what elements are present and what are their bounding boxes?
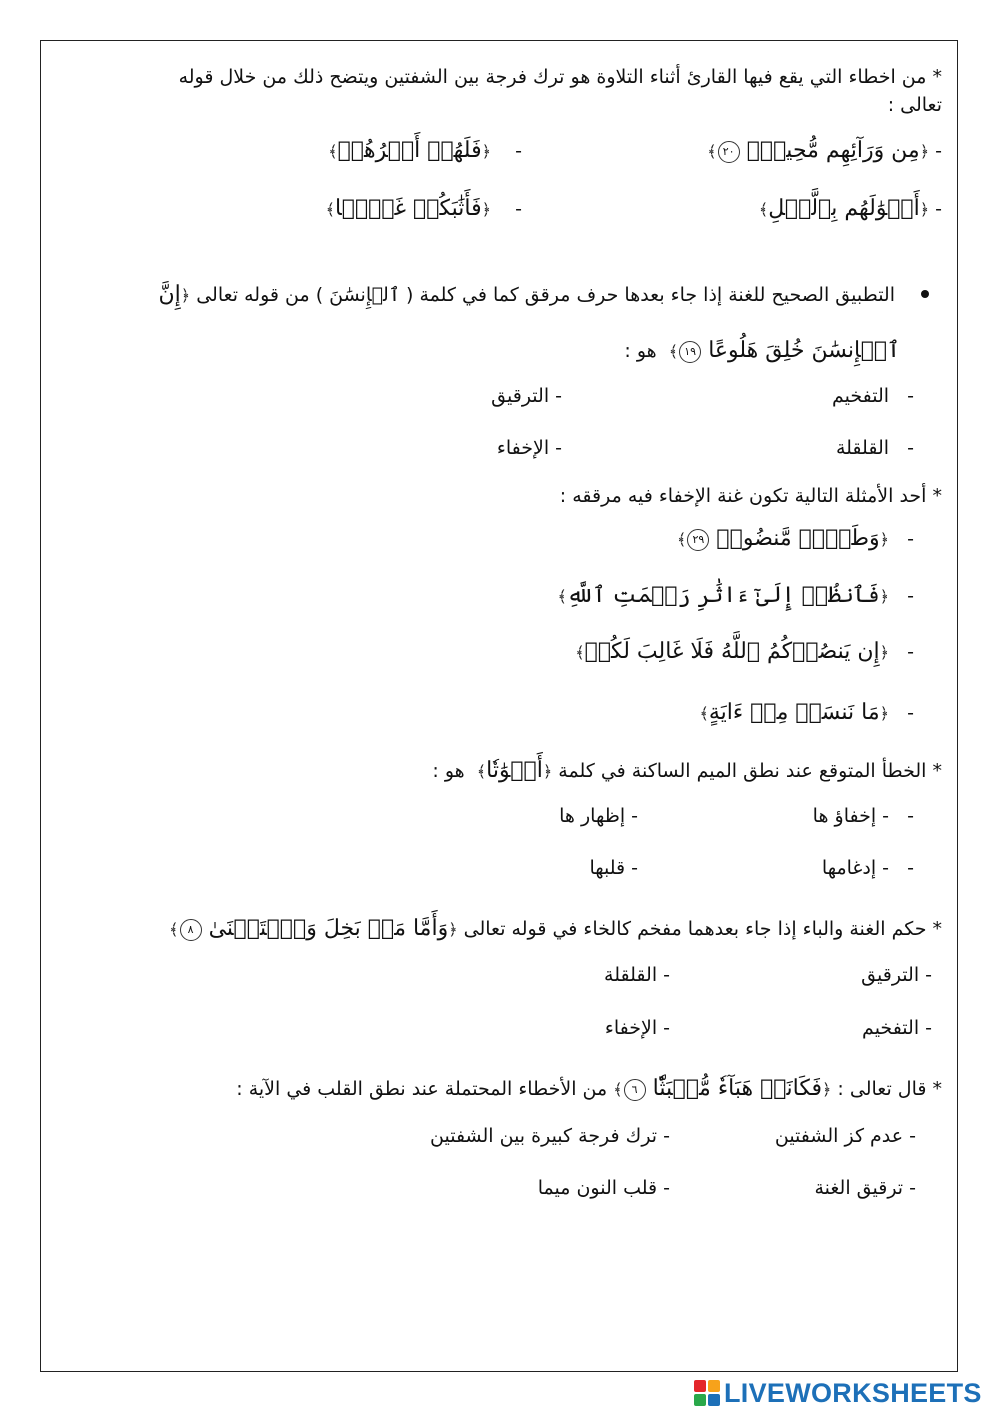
q3-verse-1: وَطَلۡحٖ مَّنضُودٖ bbox=[716, 526, 880, 551]
q4-word: أَمۡوَٰتٗا bbox=[486, 758, 543, 783]
q3-option-2: - ﴿فَٱنظُرۡ إِلَىٰٓ ءَاثَٰرِ رَحۡمَتِ ٱللَّهِ﴾ bbox=[557, 583, 914, 608]
q3-option-3: - ﴿إِن يَنصُرۡكُمُ ٱللَّهُ فَلَا غَالِبَ لَكُمۡ﴾ bbox=[575, 639, 914, 664]
q5-option-4: - الإخفاء bbox=[604, 1017, 670, 1039]
q1-option-4: - ﴿فَأَثَٰبَكُمۡ غَمَّۢا﴾ bbox=[325, 196, 522, 221]
q2-option-4: - الإخفاء bbox=[496, 437, 562, 459]
q5-text: * حكم الغنة والباء إذا جاء بعدهما مفخم كالخاء في قوله تعالى ﴿وَأَمَّا مَنۢ بَخِلَ وَٱسۡتَغۡنَىٰ ٨﴾ bbox=[169, 916, 942, 941]
q1-option-2: - ﴿فَلَهُمۡ أَجۡرُهُمۡ﴾ bbox=[328, 138, 522, 163]
q4-option-3: - - إدغامها bbox=[821, 857, 914, 879]
logo-square-red bbox=[694, 1380, 706, 1392]
q3-option-4: - ﴿مَا نَنسَخۡ مِنۡ ءَايَةٍ﴾ bbox=[699, 700, 914, 725]
q1-option-3: - ﴿أَمۡوَٰلَهُم بِٱلَّيۡلِ﴾ bbox=[758, 196, 942, 221]
ayah-number: ٨ bbox=[180, 919, 202, 941]
logo-square-blue bbox=[708, 1394, 720, 1406]
logo-icon bbox=[694, 1380, 720, 1406]
ayah-number: ١٩ bbox=[679, 341, 701, 363]
q1-verse-3: أَمۡوَٰلَهُم بِٱلَّيۡلِ bbox=[768, 196, 920, 221]
q1-verse-4: فَأَثَٰبَكُمۡ غَمَّۢا bbox=[335, 196, 482, 221]
q5-option-2: - القلقلة bbox=[604, 964, 670, 986]
q4-option-4: - قلبها bbox=[589, 857, 638, 879]
logo-square-orange bbox=[708, 1380, 720, 1392]
ayah-number: ٢٩ bbox=[687, 529, 709, 551]
q6-option-1: - عدم كز الشفتين bbox=[774, 1125, 916, 1147]
q5-option-1: - الترقيق bbox=[861, 964, 932, 986]
q2-line1: التطبيق الصحيح للغنة إذا جاء بعدها حرف مرقق كما في كلمة ( ٱلۡإِنسَٰنَ ) من قوله تعالى ﴿إِنَّ bbox=[158, 282, 895, 307]
q6-option-4: - قلب النون ميما bbox=[537, 1177, 670, 1199]
q2-verse: ٱلۡإِنسَٰنَ خُلِقَ هَلُوعًا bbox=[708, 338, 900, 363]
q2-option-3: - القلقلة bbox=[835, 437, 914, 459]
q1-verse-1: مِن وَرَآئِهِم مُّحِيطُۢ bbox=[746, 138, 920, 163]
q2-line2: ٱلۡإِنسَٰنَ خُلِقَ هَلُوعًا ١٩﴾ هو : bbox=[624, 338, 900, 363]
q3-verse-2: فَٱنظُرۡ إِلَىٰٓ ءَاثَٰرِ رَحۡمَتِ ٱللَّهِ bbox=[566, 583, 880, 608]
q1-line1: * من اخطاء التي يقع فيها القارئ أثناء التلاوة هو ترك فرجة بين الشفتين ويتضح ذلك من خلال قوله bbox=[178, 66, 942, 88]
q6-option-2: - ترك فرجة كبيرة بين الشفتين bbox=[430, 1125, 670, 1147]
q2-option-2: - الترقيق bbox=[491, 385, 562, 407]
logo-square-green bbox=[694, 1394, 706, 1406]
liveworksheets-logo bbox=[694, 1378, 982, 1408]
q3-verse-3: إِن يَنصُرۡكُمُ ٱللَّهُ فَلَا غَالِبَ لَكُمۡ bbox=[584, 639, 880, 664]
q5-option-3: - التفخيم bbox=[862, 1017, 932, 1039]
q1-verse-2: فَلَهُمۡ أَجۡرُهُمۡ bbox=[337, 138, 482, 163]
q1-line2: تعالى : bbox=[887, 94, 942, 116]
q3-verse-4: مَا نَنسَخۡ مِنۡ ءَايَةٍ bbox=[708, 700, 880, 725]
q5-verse: وَأَمَّا مَنۢ بَخِلَ وَٱسۡتَغۡنَىٰ bbox=[208, 916, 449, 941]
q4-text: * الخطأ المتوقع عند نطق الميم الساكنة في كلمة ﴿أَمۡوَٰتٗا﴾ هو : bbox=[432, 758, 942, 783]
ayah-number: ٢٠ bbox=[718, 141, 740, 163]
q4-option-1: - - إخفاؤ ها bbox=[812, 805, 914, 827]
brand-name: LIVEWORKSHEETS bbox=[724, 1377, 982, 1408]
q6-verse: فَكَانَتۡ هَبَآءٗ مُّنۢبَثّٗا bbox=[652, 1076, 822, 1101]
q6-option-3: - ترقيق الغنة bbox=[814, 1177, 916, 1199]
q2-option-1: - التفخيم bbox=[831, 385, 914, 407]
q3-option-1: - ﴿وَطَلۡحٖ مَّنضُودٖ ٢٩﴾ bbox=[677, 526, 914, 551]
q4-option-2: - إظهار ها bbox=[559, 805, 638, 827]
q6-text: * قال تعالى : ﴿فَكَانَتۡ هَبَآءٗ مُّنۢبَثّٗا ٦﴾ من الأخطاء المحتملة عند نطق القلب في الآية : bbox=[236, 1076, 942, 1101]
q1-option-1: - ﴿مِن وَرَآئِهِم مُّحِيطُۢ ٢٠﴾ bbox=[707, 138, 942, 163]
bullet-dot bbox=[921, 290, 929, 298]
ayah-number: ٦ bbox=[624, 1079, 646, 1101]
q3-title: * أحد الأمثلة التالية تكون غنة الإخفاء فيه مرققه : bbox=[559, 485, 942, 507]
